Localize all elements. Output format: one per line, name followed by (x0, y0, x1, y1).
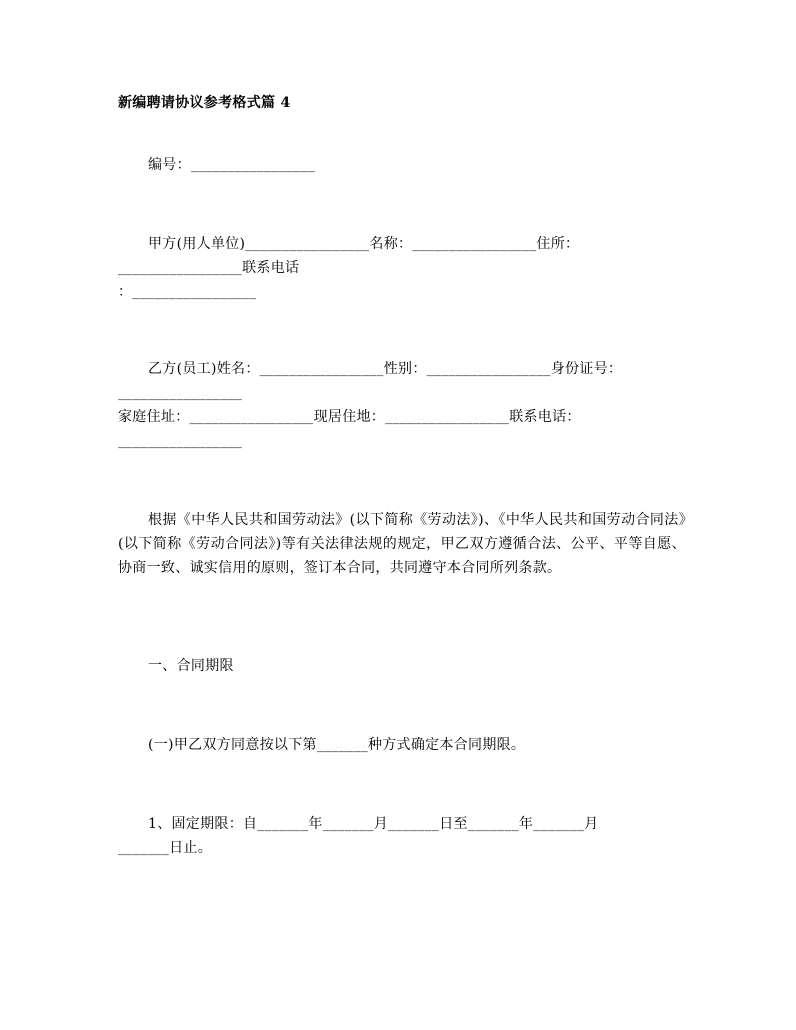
party-b-line-4: _________________ (118, 433, 243, 449)
clause-1-1: (一)甲乙双方同意按以下第_______种方式确定本合同期限。 (148, 737, 526, 753)
party-a-line-3: ：_________________ (118, 284, 257, 300)
party-a-line-2: _________________联系电话 (118, 260, 300, 276)
document-title: 新编聘请协议参考格式篇 4 (118, 95, 291, 111)
party-b-line-2: _________________ (118, 385, 243, 401)
fixed-term-line-2: _______日止。 (118, 840, 212, 856)
section-1-heading: 一、合同期限 (148, 658, 234, 674)
basis-paragraph: 根据《中华人民共和国劳动法》(以下简称《劳动法》)、《中华人民共和国劳动合同法》(以下简称《劳动合同法》)等有关法律法规的规定，甲乙双方遵循合法、公平、平等自愿、协商一致、诚实信用的原则，签订本合同，共同遵守本合同所列条款。 (118, 512, 686, 576)
party-a-line-1: 甲方(用人单位)_________________名称：_________________住所： (148, 236, 580, 252)
fixed-term-line-1: 1、固定期限：自_______年_______月_______日至_______年_______月 (148, 816, 599, 832)
party-b-line-1: 乙方(员工)姓名：_________________性别：_________________身份证号： (148, 361, 623, 377)
party-b-line-3: 家庭住址：_________________现居住地：_________________联系电话： (118, 409, 581, 425)
contract-number-line: 编号：_________________ (148, 157, 315, 173)
